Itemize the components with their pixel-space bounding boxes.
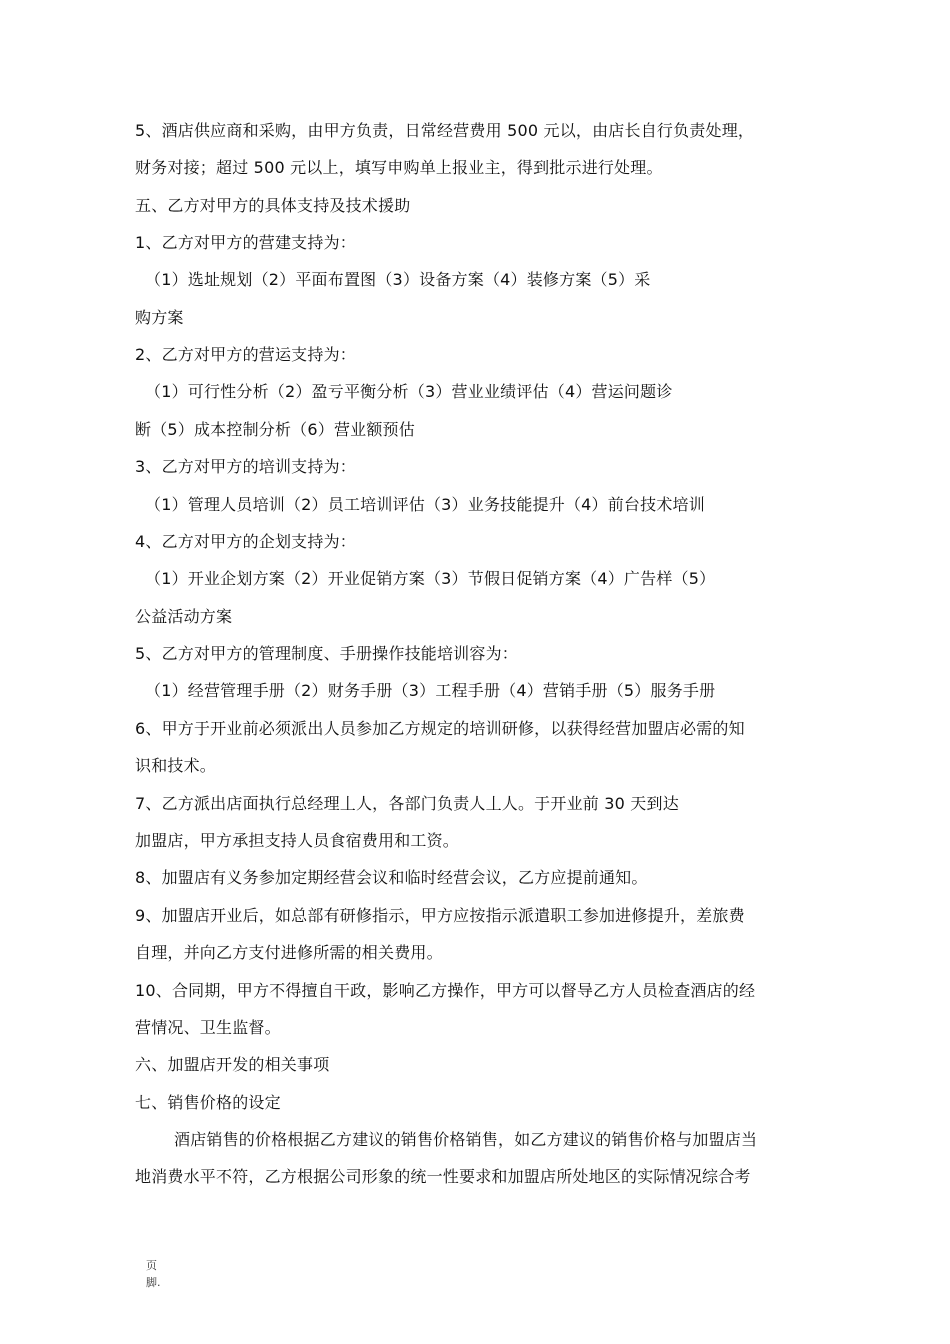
paragraph-line: 9、加盟店开业后，如总部有研修指示，甲方应按指示派遣职工参加进修提升，差旅费: [135, 906, 745, 925]
paragraph-line: 5、酒店供应商和采购，由甲方负责，日常经营费用 500 元以，由店长自行负责处理，: [135, 121, 755, 140]
list-line: （1）开业企划方案（2）开业促销方案（3）节假日促销方案（4）广告样（5）: [145, 569, 716, 588]
paragraph-line: 公益活动方案: [135, 607, 233, 626]
footer-line: 脚.: [146, 1276, 161, 1289]
paragraph-line: 酒店销售的价格根据乙方建议的销售价格销售，如乙方建议的销售价格与加盟店当: [174, 1130, 758, 1149]
paragraph-line: 营情况、卫生监督。: [135, 1018, 281, 1037]
paragraph-line: 1、乙方对甲方的营建支持为：: [135, 233, 356, 252]
paragraph-line: 5、乙方对甲方的管理制度、手册操作技能培训容为：: [135, 644, 518, 663]
section-heading: 六、加盟店开发的相关事项: [135, 1055, 330, 1074]
paragraph-line: 3、乙方对甲方的培训支持为：: [135, 457, 356, 476]
paragraph-line: 断（5）成本控制分析（6）营业额预估: [135, 420, 415, 439]
paragraph-line: 财务对接；超过 500 元以上，填写申购单上报业主，得到批示进行处理。: [135, 158, 663, 177]
list-line: （1）可行性分析（2）盈亏平衡分析（3）营业业绩评估（4）营运问题诊: [145, 382, 673, 401]
list-line: （1）经营管理手册（2）财务手册（3）工程手册（4）营销手册（5）服务手册: [145, 681, 716, 700]
paragraph-line: 4、乙方对甲方的企划支持为：: [135, 532, 356, 551]
paragraph-line: 7、乙方派出店面执行总经理丄人，各部门负责人丄人。于开业前 30 天到达: [135, 794, 679, 813]
section-heading: 七、销售价格的设定: [135, 1093, 281, 1112]
paragraph-line: 2、乙方对甲方的营运支持为：: [135, 345, 356, 364]
paragraph-line: 识和技术。: [135, 756, 217, 775]
paragraph-line: 自理，并向乙方支付进修所需的相关费用。: [135, 943, 443, 962]
paragraph-line: 购方案: [135, 308, 184, 327]
paragraph-line: 地消费水平不符，乙方根据公司形象的统一性要求和加盟店所处地区的实际情况综合考: [135, 1167, 751, 1186]
page-footer: [146, 1257, 161, 1291]
paragraph-line: 8、加盟店有义务参加定期经营会议和临时经营会议，乙方应提前通知。: [135, 868, 648, 887]
paragraph-line: 6、甲方于开业前必须派出人员参加乙方规定的培训研修，以获得经营加盟店必需的知: [135, 719, 745, 738]
paragraph-line: 加盟店，甲方承担支持人员食宿费用和工资。: [135, 831, 460, 850]
footer-line: 页: [146, 1259, 157, 1272]
list-line: （1）选址规划（2）平面布置图（3）设备方案（4）装修方案（5）采: [145, 270, 651, 289]
paragraph-line: 10、合同期，甲方不得擅自干政，影响乙方操作，甲方可以督导乙方人员检查酒店的经: [135, 981, 756, 1000]
section-heading: 五、乙方对甲方的具体支持及技术援助: [135, 196, 411, 215]
list-line: （1）管理人员培训（2）员工培训评估（3）业务技能提升（4）前台技术培训: [145, 495, 705, 514]
